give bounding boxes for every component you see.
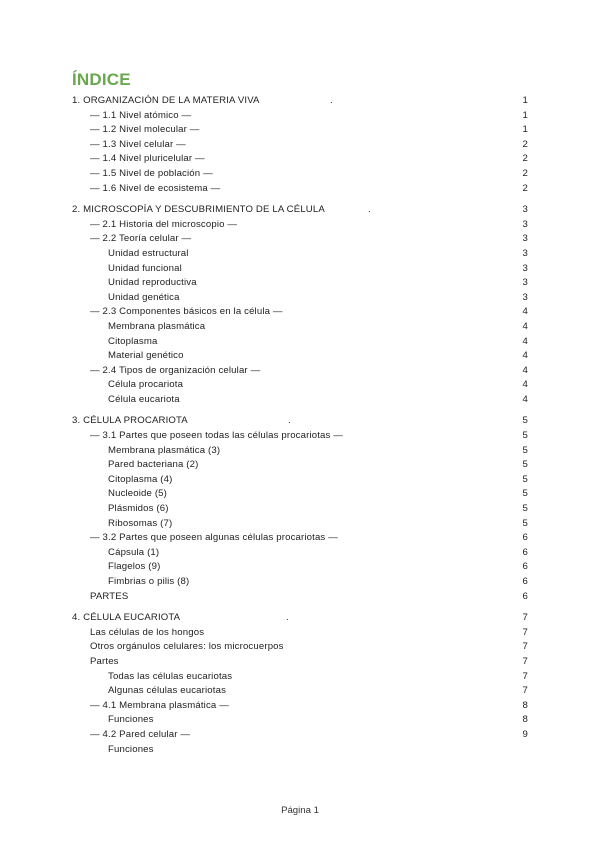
- toc-entry[interactable]: [0, 502, 600, 517]
- toc-entry[interactable]: [0, 531, 600, 546]
- toc-entry[interactable]: [0, 335, 600, 350]
- toc-page-number: 3: [522, 277, 528, 289]
- toc-page-number: 3: [522, 218, 528, 230]
- page-footer: Página 1: [281, 805, 319, 816]
- toc-page-number: 6: [522, 561, 528, 573]
- toc-entry-label: Fimbrias o pilis (8): [108, 576, 190, 587]
- toc-entry[interactable]: [0, 560, 600, 575]
- toc-leader-dot: .: [286, 612, 289, 624]
- toc-entry-label: — 2.1 Historia del microscopio —: [90, 218, 238, 230]
- toc-entry[interactable]: [0, 575, 600, 590]
- toc-entry[interactable]: [0, 655, 600, 670]
- toc-entry-label: — 4.2 Pared celular —: [90, 728, 191, 740]
- toc-page-number: 6: [522, 532, 528, 544]
- toc-page-number: 5: [522, 503, 528, 515]
- toc-page-number: 2: [522, 153, 528, 165]
- toc-section-heading[interactable]: [0, 611, 600, 626]
- toc-section-label: 3. CÉLULA PROCARIOTA: [72, 415, 188, 427]
- toc-leader-dot: .: [368, 204, 371, 216]
- toc-entry-label: Unidad genética: [108, 291, 180, 303]
- toc-section-heading[interactable]: [0, 94, 600, 109]
- toc-entry-label: Unidad estructural: [108, 247, 189, 259]
- toc-page-number: 3: [522, 233, 528, 245]
- toc-entry[interactable]: [0, 138, 600, 153]
- toc-entry-label: — 3.1 Partes que poseen todas las células procariotas —: [90, 430, 344, 442]
- toc-entry-label: Las células de los hongos: [90, 626, 205, 638]
- toc-page-number: 5: [522, 473, 528, 485]
- toc-entry[interactable]: [0, 152, 600, 167]
- toc-entry-label: Flagelos (9): [108, 561, 161, 573]
- toc-entry[interactable]: [0, 167, 600, 182]
- toc-section-label: 4. CÉLULA EUCARIOTA: [72, 612, 181, 624]
- toc-page-number: 4: [522, 379, 528, 391]
- toc-leader-dot: .: [288, 415, 291, 427]
- toc-entry-label: — 3.2 Partes que poseen algunas células procariotas —: [90, 532, 338, 544]
- toc-page-number: 2: [522, 138, 528, 150]
- toc-page-number: 4: [522, 350, 528, 362]
- toc-entry[interactable]: [0, 182, 600, 197]
- toc-page-number: 7: [522, 670, 528, 682]
- toc-entry[interactable]: [0, 626, 600, 641]
- toc-entry[interactable]: [0, 218, 600, 233]
- toc-page-number: 7: [522, 612, 528, 624]
- toc-page-number: 7: [522, 626, 528, 638]
- toc-entry-label: — 2.2 Teoría celular —: [90, 233, 192, 245]
- toc-entry[interactable]: [0, 473, 600, 488]
- toc-entry[interactable]: [0, 458, 600, 473]
- toc-entry[interactable]: [0, 517, 600, 532]
- toc-entry[interactable]: [0, 393, 600, 408]
- toc-entry-label: Pared bacteriana (2): [108, 459, 199, 471]
- toc-entry[interactable]: [0, 670, 600, 685]
- toc-entry[interactable]: [0, 232, 600, 247]
- toc-entry-label: — 1.4 Nivel pluricelular —: [90, 153, 205, 165]
- toc-entry-label: PARTES: [90, 590, 129, 602]
- toc-leader-dot: .: [330, 95, 333, 106]
- toc-page-number: 7: [522, 685, 528, 697]
- toc-entry[interactable]: [0, 429, 600, 444]
- toc-page-number: 6: [522, 546, 528, 558]
- toc-page-number: 6: [522, 590, 528, 602]
- toc-entry[interactable]: [0, 713, 600, 728]
- toc-entry[interactable]: [0, 546, 600, 561]
- toc-entry-label: — 2.4 Tipos de organización celular —: [90, 364, 261, 376]
- toc-entry[interactable]: [0, 276, 600, 291]
- toc-section-heading[interactable]: [0, 203, 600, 218]
- toc-page-number: 4: [522, 364, 528, 376]
- toc-entry-label: Célula eucariota: [108, 393, 180, 405]
- toc-page-number: 5: [522, 444, 528, 456]
- toc-entry-label: Célula procariota: [108, 379, 184, 391]
- toc-entry[interactable]: [0, 123, 600, 138]
- toc-page-number: 3: [522, 262, 528, 274]
- toc-entry-label: Citoplasma (4): [108, 473, 173, 485]
- toc-entry-label: Nucleoide (5): [108, 488, 168, 500]
- toc-page-number: 9: [522, 728, 528, 740]
- toc-page-number: 3: [522, 204, 528, 216]
- toc-entry-label: Funciones: [108, 743, 154, 755]
- toc-entry[interactable]: [0, 444, 600, 459]
- toc-entry-label: Membrana plasmática: [108, 320, 206, 332]
- toc-entry[interactable]: [0, 590, 600, 605]
- toc-entry-label: Unidad reproductiva: [108, 277, 197, 289]
- toc-page-number: 1: [522, 124, 528, 136]
- toc-page-number: 2: [522, 182, 528, 194]
- toc-entry[interactable]: [0, 640, 600, 655]
- toc-page-number: 2: [522, 167, 528, 179]
- toc-entry[interactable]: [0, 743, 600, 758]
- toc-page-number: 4: [522, 335, 528, 347]
- toc-page-number: 1: [522, 109, 528, 121]
- toc-page-number: 3: [522, 291, 528, 303]
- toc-page-number: 5: [522, 459, 528, 471]
- toc-section-label: 2. MICROSCOPÍA Y DESCUBRIMIENTO DE LA CÉLULA: [72, 204, 325, 216]
- toc-entry[interactable]: [0, 291, 600, 306]
- toc-entry-label: — 1.2 Nivel molecular —: [90, 124, 200, 136]
- toc-entry[interactable]: [0, 728, 600, 743]
- toc-entry-label: Membrana plasmática (3): [108, 444, 221, 456]
- toc-entry-label: Material genético: [108, 350, 184, 362]
- toc-entry-label: Citoplasma: [108, 335, 158, 347]
- toc-entry[interactable]: [0, 487, 600, 502]
- toc-entry-label: Otros orgánulos celulares: los microcuerpos: [90, 641, 284, 653]
- toc-entry[interactable]: [0, 364, 600, 379]
- toc-entry-label: — 1.6 Nivel de ecosistema —: [90, 182, 221, 194]
- toc-page-number: 5: [522, 415, 528, 427]
- toc-page-number: 5: [522, 430, 528, 442]
- toc-page-number: 5: [522, 488, 528, 500]
- toc-page-number: 7: [522, 655, 528, 667]
- toc-entry-label: — 1.5 Nivel de población —: [90, 167, 213, 179]
- toc-entry-label: — 4.1 Membrana plasmática —: [90, 699, 229, 711]
- toc-page-number: 4: [522, 306, 528, 318]
- toc-entry[interactable]: [0, 262, 600, 277]
- toc-entry[interactable]: [0, 684, 600, 699]
- toc-page-number: 5: [522, 517, 528, 529]
- toc-entry[interactable]: [0, 247, 600, 262]
- toc-entry-label: Todas las células eucariotas: [108, 670, 233, 682]
- toc-entry-label: Funciones: [108, 714, 154, 726]
- toc-section-label: 1. ORGANIZACIÓN DE LA MATERIA VIVA: [72, 95, 260, 106]
- toc-page-number: 6: [522, 576, 528, 587]
- toc-entry-label: Unidad funcional: [108, 262, 182, 274]
- toc-entry-label: — 2.3 Componentes básicos en la célula —: [90, 306, 283, 318]
- toc-entry-label: Partes: [90, 655, 119, 667]
- toc-entry-label: Plásmidos (6): [108, 503, 169, 515]
- toc-page-number: 1: [522, 95, 528, 106]
- toc-section-heading[interactable]: [0, 414, 600, 429]
- toc-entry[interactable]: [0, 699, 600, 714]
- toc-entry-label: — 1.1 Nivel atómico —: [90, 109, 192, 121]
- toc-entry[interactable]: [0, 109, 600, 124]
- toc-entry[interactable]: [0, 378, 600, 393]
- toc-entry[interactable]: [0, 320, 600, 335]
- toc-page-number: 4: [522, 393, 528, 405]
- toc-entry-label: Algunas células eucariotas: [108, 685, 227, 697]
- table-of-contents: [0, 94, 600, 757]
- toc-page-number: 8: [522, 699, 528, 711]
- toc-entry-label: — 1.3 Nivel celular —: [90, 138, 186, 150]
- page-title: ÍNDICE: [72, 70, 131, 89]
- toc-entry[interactable]: [0, 349, 600, 364]
- toc-page-number: 7: [522, 641, 528, 653]
- toc-entry[interactable]: [0, 305, 600, 320]
- toc-page-number: 3: [522, 247, 528, 259]
- toc-page-number: 8: [522, 714, 528, 726]
- toc-entry-label: Ribosomas (7): [108, 517, 173, 529]
- toc-entry-label: Cápsula (1): [108, 546, 160, 558]
- toc-page-number: 4: [522, 320, 528, 332]
